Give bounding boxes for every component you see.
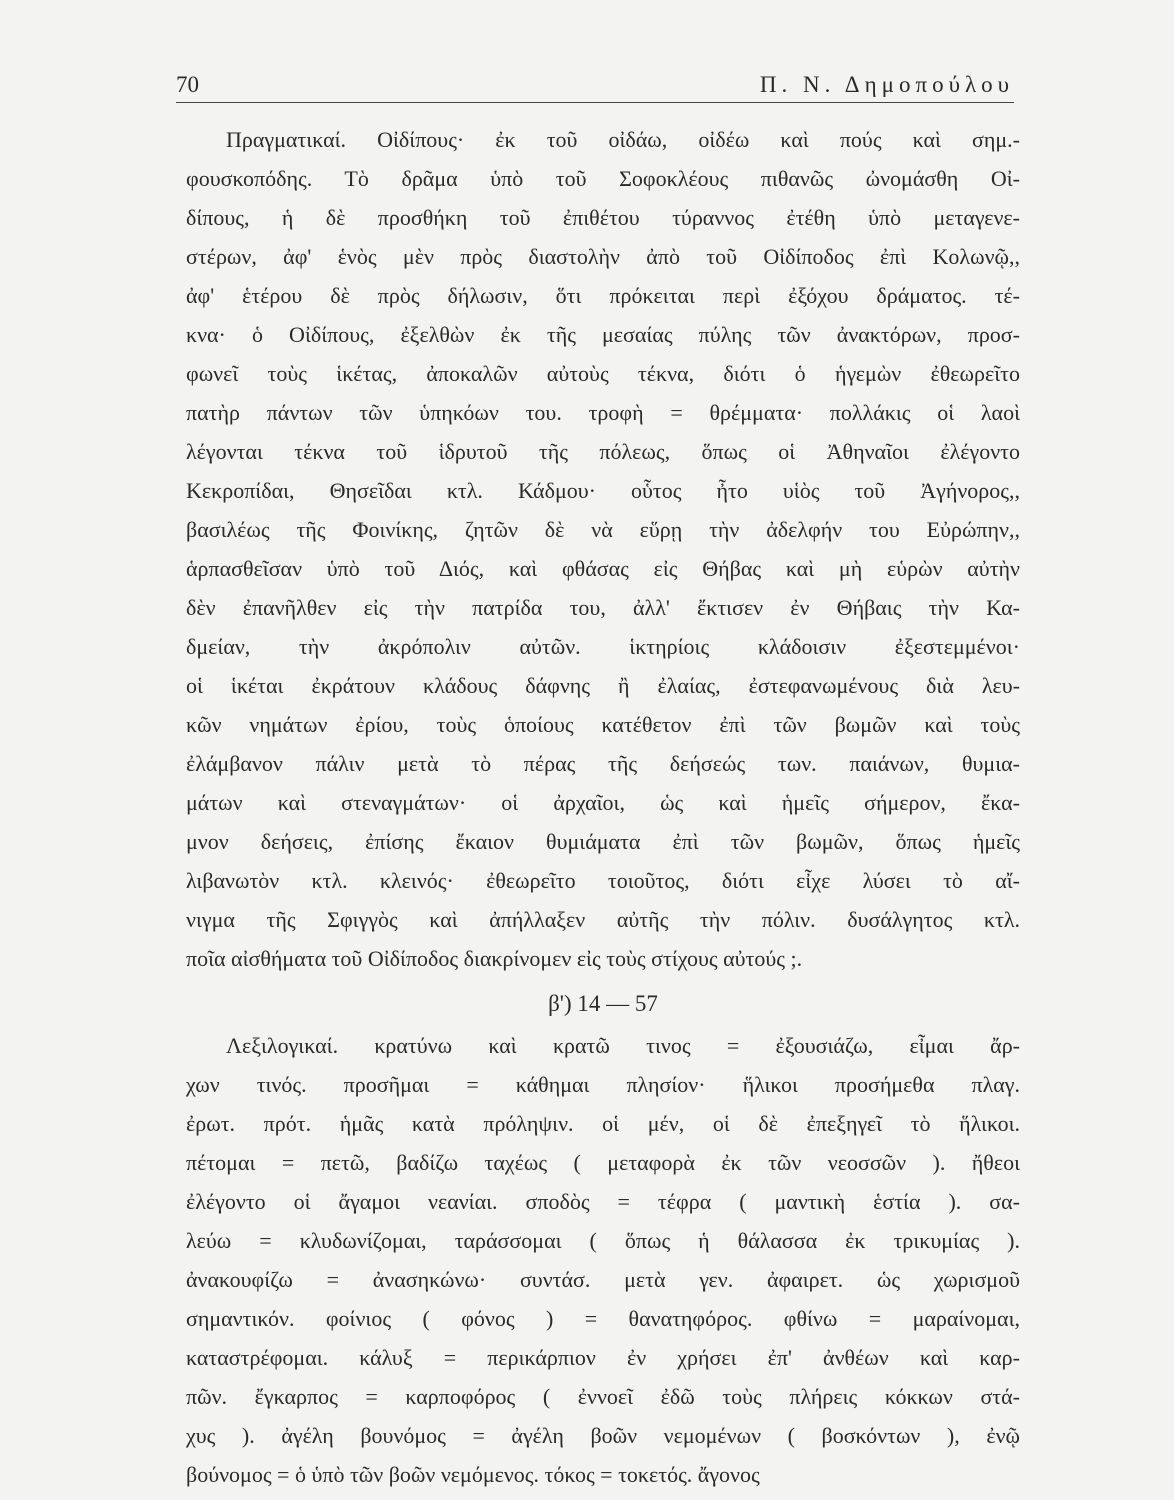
- text-line: ἐρωτ. πρότ. ἡμᾶς κατὰ πρόληψιν. οἱ μέν, οἱ δὲ ἐπεξηγεῖ τὸ ἥλικοι.: [186, 1111, 1020, 1136]
- text-line: δίπους, ἡ δὲ προσθήκη τοῦ ἐπιθέτου τύραννος ἐτέθη ὑπὸ μεταγενε-: [186, 205, 1020, 230]
- text-line: στέρων, ἀφ' ἑνὸς μὲν πρὸς διαστολὴν ἀπὸ τοῦ Οἰδίποδος ἐπὶ Κολωνῷ,,: [186, 244, 1020, 269]
- body-text: [186, 120, 1020, 1494]
- text-line: πῶν. ἔγκαρπος = καρποφόρος ( ἐννοεῖ ἐδῶ τοὺς πλήρεις κόκκων στά-: [186, 1384, 1020, 1409]
- text-line: δὲν ἐπανῆλθεν εἰς τὴν πατρίδα του, ἀλλ' ἔκτισεν ἐν Θήβαις τὴν Κα-: [186, 595, 1020, 620]
- text-line: λιβανωτὸν κτλ. κλεινός· ἐθεωρεῖτο τοιοῦτος, διότι εἶχε λύσει τὸ αἴ-: [186, 868, 1020, 893]
- text-line: Πραγματικαί. Οἰδίπους· ἐκ τοῦ οἰδάω, οἰδέω καὶ πούς καὶ σημ.-: [226, 127, 1020, 152]
- text-line: βούνομος = ὁ ὑπὸ τῶν βοῶν νεμόμενος. τόκος = τοκετός. ἄγονος: [186, 1462, 760, 1487]
- section-heading: β') 14 — 57: [548, 991, 658, 1016]
- text-line: φουσκοπόδης. Τὸ δρᾶμα ὑπὸ τοῦ Σοφοκλέους πιθανῶς ὠνομάσθη Οἰ-: [186, 166, 1020, 191]
- text-line: χυς ). ἀγέλη βουνόμος = ἀγέλη βοῶν νεμομένων ( βοσκόντων ), ἐνῷ: [186, 1423, 1020, 1448]
- text-line: Κεκροπίδαι, Θησεῖδαι κτλ. Κάδμου· οὗτος ἦτο υἱὸς τοῦ Ἀγήνορος,,: [186, 478, 1020, 503]
- text-line: πατὴρ πάντων τῶν ὑπηκόων του. τροφὴ = θρέμματα· πολλάκις οἱ λαοὶ: [186, 400, 1020, 425]
- text-line: κῶν νημάτων ἐρίου, τοὺς ὁποίους κατέθετον ἐπὶ τῶν βωμῶν καὶ τοὺς: [186, 712, 1020, 737]
- text-line: ἐλέγοντο οἱ ἄγαμοι νεανίαι. σποδὸς = τέφρα ( μαντικὴ ἑστία ). σα-: [186, 1189, 1020, 1214]
- text-line: λεύω = κλυδωνίζομαι, ταράσσομαι ( ὅπως ἡ θάλασσα ἐκ τρικυμίας ).: [186, 1228, 1020, 1253]
- text-line: χων τινός. προσῆμαι = κάθημαι πλησίον· ἥλικοι προσήμεθα πλαγ.: [186, 1072, 1020, 1097]
- text-line: δμείαν, τὴν ἀκρόπολιν αὐτῶν. ἱκτηρίοις κλάδοισιν ἐξεστεμμένοι·: [186, 634, 1020, 659]
- text-line: μνον δεήσεις, ἐπίσης ἔκαιον θυμιάματα ἐπὶ τῶν βωμῶν, ὅπως ἡμεῖς: [186, 829, 1020, 854]
- text-line: ἀφ' ἑτέρου δὲ πρὸς δήλωσιν, ὅτι πρόκειται περὶ ἐξόχου δράματος. τέ-: [186, 283, 1020, 308]
- text-line: ἁρπασθεῖσαν ὑπὸ τοῦ Διός, καὶ φθάσας εἰς Θήβας καὶ μὴ εὑρὼν αὐτὴν: [186, 556, 1020, 581]
- text-line: οἱ ἱκέται ἐκράτουν κλάδους δάφνης ἢ ἐλαίας, ἐστεφανωμένους διὰ λευ-: [186, 673, 1020, 698]
- text-line: καταστρέφομαι. κάλυξ = περικάρπιον ἐν χρήσει ἐπ' ἀνθέων καὶ καρ-: [186, 1345, 1020, 1370]
- page-number: 70: [176, 72, 199, 97]
- text-line: νιγμα τῆς Σφιγγὸς καὶ ἀπήλλαξεν αὐτῆς τὴν πόλιν. δυσάλγητος κτλ.: [186, 907, 1020, 932]
- text-line: κνα· ὁ Οἰδίπους, ἐξελθὼν ἐκ τῆς μεσαίας πύλης τῶν ἀνακτόρων, προσ-: [186, 322, 1020, 347]
- text-line: σημαντικόν. φοίνιος ( φόνος ) = θανατηφόρος. φθίνω = μαραίνομαι,: [186, 1306, 1020, 1331]
- text-line: ἀνακουφίζω = ἀνασηκώνω· συντάσ. μετὰ γεν. ἀφαιρετ. ὡς χωρισμοῦ: [186, 1267, 1020, 1292]
- text-line: ἐλάμβανον πάλιν μετὰ τὸ πέρας τῆς δεήσεώς των. παιάνων, θυμια-: [186, 751, 1020, 776]
- text-line: Λεξιλογικαί. κρατύνω καὶ κρατῶ τινος = ἐξουσιάζω, εἶμαι ἄρ-: [226, 1033, 1020, 1058]
- text-line: ποῖα αἰσθήματα τοῦ Οἰδίποδος διακρίνομεν εἰς τοὺς στίχους αὐτούς ;.: [186, 946, 803, 971]
- text-line: βασιλέως τῆς Φοινίκης, ζητῶν δὲ νὰ εὕρῃ τὴν ἀδελφήν του Εὐρώπην,,: [186, 517, 1020, 542]
- text-line: μάτων καὶ στεναγμάτων· οἱ ἀρχαῖοι, ὡς καὶ ἡμεῖς σήμερον, ἔκα-: [186, 790, 1020, 815]
- text-line: λέγονται τέκνα τοῦ ἱδρυτοῦ τῆς πόλεως, ὅπως οἱ Ἀθηναῖοι ἐλέγοντο: [186, 439, 1020, 464]
- text-line: φωνεῖ τοὺς ἱκέτας, ἀποκαλῶν αὐτοὺς τέκνα, διότι ὁ ἡγεμὼν ἐθεωρεῖτο: [186, 361, 1020, 386]
- page-header: [176, 68, 1014, 103]
- running-head: Π. Ν. Δημοπούλου: [759, 72, 1014, 97]
- text-line: πέτομαι = πετῶ, βαδίζω ταχέως ( μεταφορὰ ἐκ τῶν νεοσσῶν ). ἤθεοι: [186, 1150, 1020, 1175]
